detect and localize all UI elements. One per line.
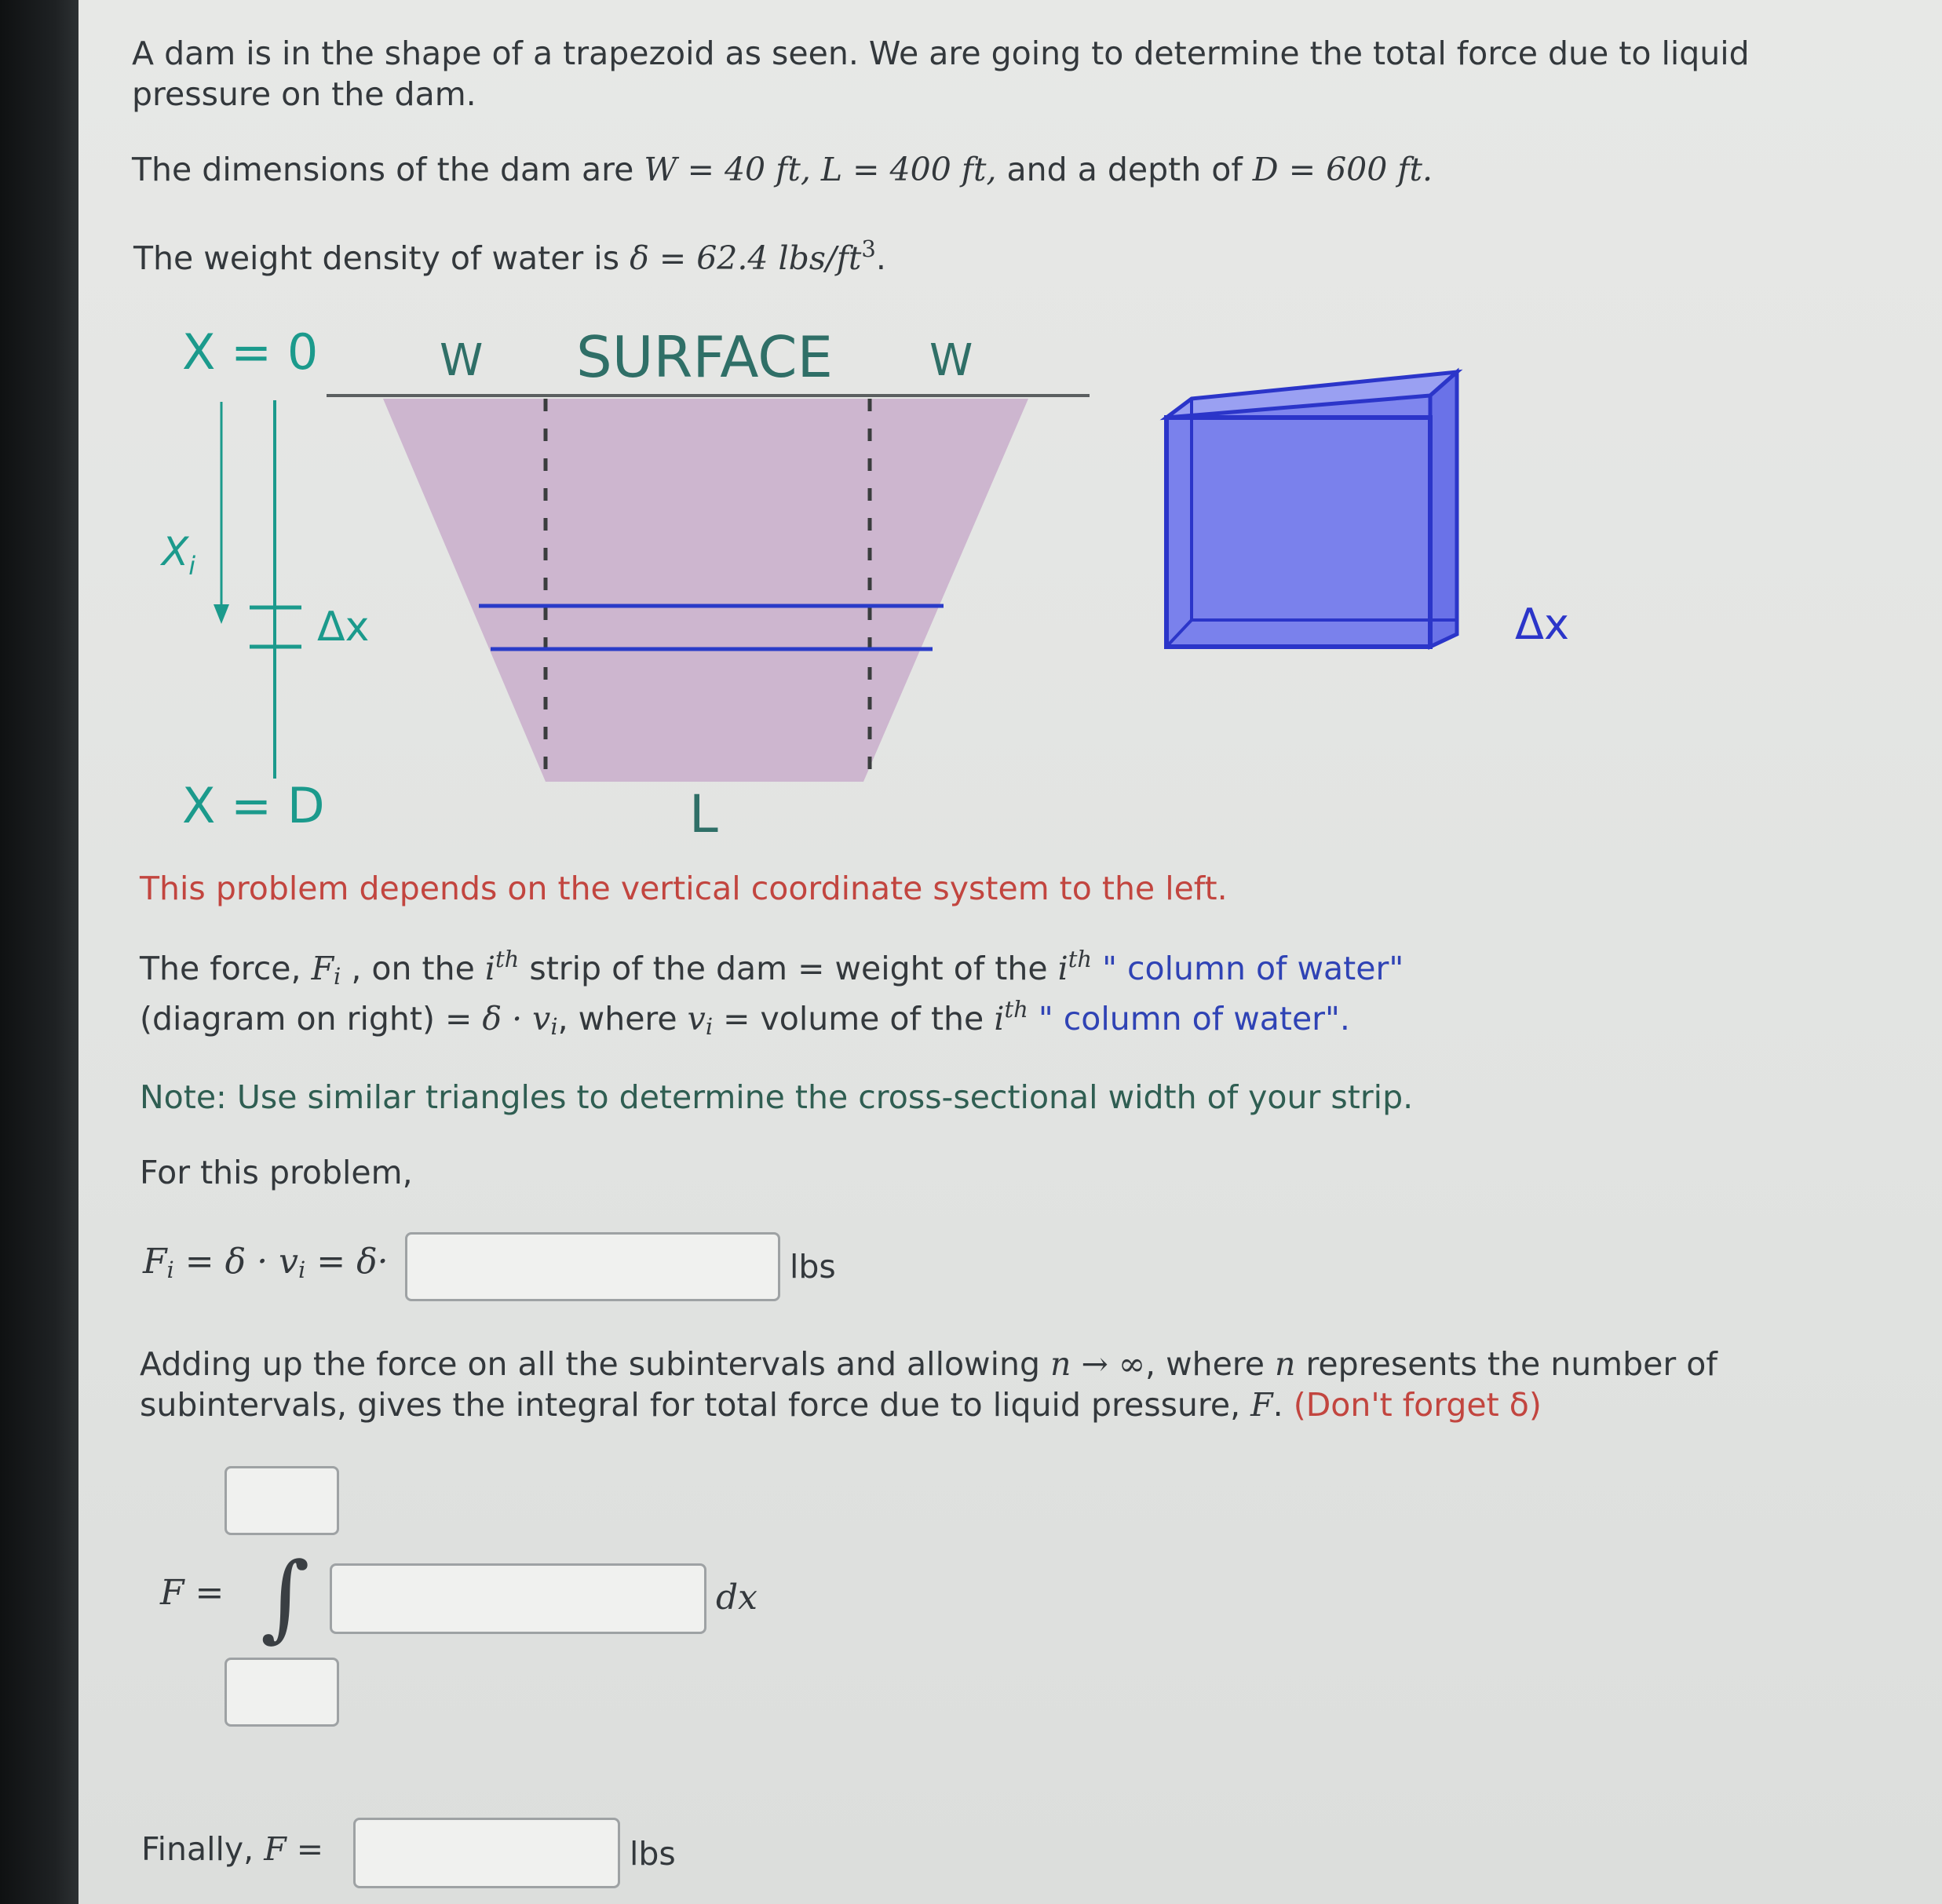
density-line: The weight density of water is δ = 62.4 lbs/$ft^3$. [133,235,886,277]
volume-answer-box[interactable] [405,1232,780,1301]
integral-dx: dx [716,1578,757,1618]
dam-trapezoid [383,399,1028,782]
total-force-unit: lbs [630,1835,676,1873]
total-force-box[interactable] [353,1818,620,1888]
box-dx-label: Δx [1515,600,1569,649]
water-column-side-face [1430,372,1457,647]
upper-limit-box[interactable] [224,1466,339,1535]
dimensions-line: The dimensions of the dam are W = 40 ft, L = 400 ft, and a depth of D = 600 ft. [132,151,1433,188]
volume-answer-input[interactable] [407,1235,778,1299]
integral-lhs: F = [160,1573,224,1613]
force-line-2: (diagram on right) = $\delta \cdot v_i$, where $v_i$ = volume of the $i^{th}$ " column of water". [140,996,1350,1040]
integral-sign: ∫ [261,1543,310,1652]
w-left-label: W [440,335,484,386]
w-right-label: W [929,335,973,386]
column-of-water-link-1: " column of water" [1092,950,1404,987]
total-force-input[interactable] [356,1820,618,1886]
integrand-box[interactable] [330,1563,706,1634]
dont-forget-delta: (Don't forget δ) [1293,1386,1542,1424]
xi-label: $X_i$ [162,529,196,581]
surface-label: SURFACE [576,324,833,390]
dx-label: Δx [317,604,370,651]
upper-limit-input[interactable] [227,1468,337,1533]
for-this-problem: For this problem, [140,1154,413,1191]
adding-line-1: Adding up the force on all the subintervals and allowing n → ∞, where n represents the number of [140,1345,1718,1383]
x-d-label: X = D [182,777,325,834]
finally-label: Finally, F = [141,1830,324,1868]
l-label: L [689,784,718,844]
lower-limit-input[interactable] [227,1660,337,1724]
x-zero-label: X = 0 [182,323,319,381]
force-line-1: The force, $F_i$ , on the $i^{th}$ strip of the dam = weight of the $i^{th}$ " column of water" [140,946,1404,990]
water-column-front-face [1166,418,1430,647]
left-bezel [0,0,78,1904]
adding-line-2: subintervals, gives the integral for total force due to liquid pressure, F. (Don't forget δ) [140,1386,1542,1424]
depth-math: D = 600 ft. [1252,151,1433,188]
fi-equation: $F_i = \delta \cdot v_i = \delta\cdot$ [143,1242,389,1283]
dimensions-math: W = 40 ft, L = 400 ft, [644,151,997,188]
column-of-water-link-2: " column of water". [1028,1000,1350,1038]
similar-triangles-note: Note: Use similar triangles to determine the cross-sectional width of your strip. [140,1078,1414,1116]
intro-line-2: pressure on the dam. [132,75,476,113]
lower-limit-box[interactable] [224,1658,339,1727]
density-math: δ = 62.4 lbs/ft [630,239,862,277]
coordinate-note: This problem depends on the vertical coordinate system to the left. [140,870,1228,907]
dam-diagram [118,314,1609,863]
intro-line-1: A dam is in the shape of a trapezoid as seen. We are going to determine the total force due to liquid [132,35,1750,72]
xi-arrow-head [214,604,229,624]
integrand-input[interactable] [332,1566,704,1632]
fi-unit: lbs [790,1248,836,1286]
